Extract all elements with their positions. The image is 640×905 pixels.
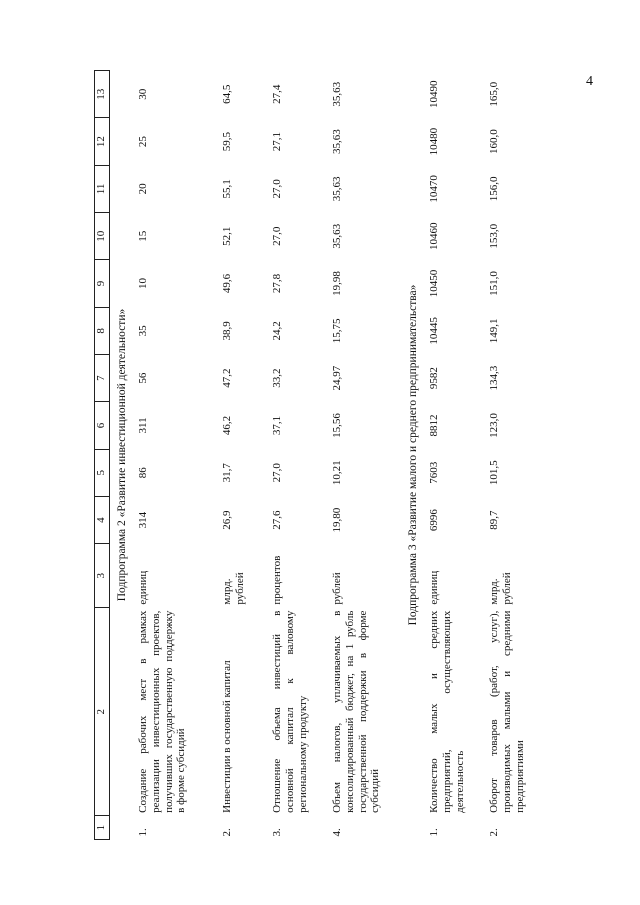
value-cell: 10,21 [331, 460, 344, 486]
row-number: 2. [221, 828, 234, 837]
row-number: 4. [331, 828, 344, 837]
value-cell: 31,7 [221, 463, 234, 483]
section-title: Подпрограмма 2 «Развитие инвестиционной деятельности» [116, 308, 128, 602]
column-number-row [95, 71, 110, 840]
table-row [219, 71, 269, 840]
unit-cell: единиц [428, 570, 441, 605]
value-cell: 27,4 [271, 84, 284, 104]
indicator-name: Количество малых и средних предприятий, осуществляющих деятельность [428, 610, 466, 813]
column-header: 5 [95, 449, 110, 496]
table-row [426, 71, 486, 840]
value-cell: 27,0 [271, 226, 284, 246]
indicator-name: Отношение объема инвестиций в основной капитал к валовому региональному продукту [271, 610, 309, 813]
value-cell: 19,98 [331, 271, 344, 296]
column-header: 4 [95, 496, 110, 543]
table-row [329, 71, 401, 840]
section-title: Подпрограмма 3 «Развитие малого и среднего предпринимательства» [407, 284, 420, 626]
value-cell: 10490 [428, 80, 441, 108]
value-cell: 10470 [428, 175, 441, 203]
value-cell: 10460 [428, 222, 441, 250]
value-cell: 10480 [428, 127, 441, 156]
value-cell: 27,0 [271, 463, 284, 483]
unit-cell: млрд. рублей [488, 572, 514, 605]
value-cell: 25 [137, 136, 150, 148]
value-cell: 35 [137, 325, 150, 337]
value-cell: 26,9 [221, 510, 234, 530]
value-cell: 311 [137, 417, 150, 434]
column-header: 9 [95, 260, 110, 307]
value-cell: 151,0 [488, 271, 501, 296]
column-header: 1 [95, 816, 110, 840]
row-number: 1. [428, 828, 441, 837]
value-cell: 30 [137, 88, 150, 100]
indicator-name: Объем налогов, уплачиваемых в консолидированный бюджет, на 1 рубль государственной поддержки в форме субсидий [331, 610, 382, 813]
column-header: 11 [95, 165, 110, 212]
value-cell: 165,0 [488, 81, 501, 107]
value-cell: 37,1 [271, 415, 284, 436]
row-number: 2. [488, 828, 501, 837]
value-cell: 156,0 [488, 176, 501, 202]
table-row [135, 71, 219, 840]
section-heading-row [401, 71, 426, 840]
rotated-table-container [94, 70, 531, 840]
column-header: 2 [95, 608, 110, 816]
value-cell: 35,63 [331, 129, 344, 154]
value-cell: 314 [137, 511, 150, 529]
column-header: 3 [95, 544, 110, 608]
indicator-name: Создание рабочих мест в рамках реализации инвестиционных проектов, получивших государственную поддержку в форме субсидий [137, 610, 188, 813]
value-cell: 64,5 [221, 84, 234, 104]
value-cell: 49,6 [221, 273, 234, 294]
value-cell: 9582 [428, 367, 441, 390]
page-number: 4 [586, 74, 593, 89]
unit-cell: рублей [331, 572, 344, 605]
value-cell: 35,63 [331, 81, 344, 107]
value-cell: 149,1 [488, 318, 501, 344]
value-cell: 52,1 [221, 226, 234, 246]
indicator-table [94, 70, 534, 840]
value-cell: 15,56 [331, 413, 344, 438]
value-cell: 56 [137, 372, 150, 384]
column-header: 13 [95, 71, 110, 118]
value-cell: 101,5 [488, 460, 501, 486]
value-cell: 86 [137, 467, 150, 479]
row-number: 3. [271, 828, 284, 837]
value-cell: 153,0 [488, 223, 501, 249]
value-cell: 20 [137, 183, 150, 195]
column-header: 7 [95, 355, 110, 402]
unit-cell: единиц [137, 570, 150, 605]
value-cell: 47,2 [221, 368, 234, 388]
value-cell: 19,80 [331, 507, 344, 533]
table-row [269, 71, 329, 840]
value-cell: 27,1 [271, 131, 284, 152]
value-cell: 38,9 [221, 321, 234, 341]
indicator-name: Инвестиции в основной капитал [221, 660, 234, 813]
value-cell: 6996 [428, 509, 441, 532]
value-cell: 24,2 [271, 321, 284, 341]
value-cell: 8812 [428, 414, 441, 437]
value-cell: 123,0 [488, 413, 501, 438]
value-cell: 89,7 [488, 510, 501, 530]
value-cell: 15,75 [331, 318, 344, 344]
column-header: 8 [95, 307, 110, 354]
value-cell: 27,0 [271, 179, 284, 199]
indicator-name: Оборот товаров (работ, услуг), производимых малыми и средними предприятиями [488, 610, 526, 813]
value-cell: 134,3 [488, 365, 501, 391]
value-cell: 160,0 [488, 129, 501, 154]
table-row [486, 71, 534, 840]
value-cell: 24,97 [331, 365, 344, 391]
value-cell: 35,63 [331, 223, 344, 249]
section-heading-row [110, 71, 136, 840]
value-cell: 7603 [428, 461, 441, 484]
value-cell: 10445 [428, 317, 441, 345]
value-cell: 10450 [428, 269, 441, 298]
column-header: 10 [95, 213, 110, 260]
value-cell: 15 [137, 230, 150, 242]
value-cell: 33,2 [271, 368, 284, 388]
value-cell: 27,6 [271, 510, 284, 530]
value-cell: 35,63 [331, 176, 344, 202]
value-cell: 10 [137, 278, 150, 290]
value-cell: 46,2 [221, 415, 234, 436]
value-cell: 27,8 [271, 273, 284, 294]
value-cell: 59,5 [221, 131, 234, 152]
column-header: 6 [95, 402, 110, 449]
value-cell: 55,1 [221, 179, 234, 199]
row-number: 1. [137, 828, 150, 837]
unit-cell: млрд. рублей [221, 572, 246, 605]
unit-cell: процентов [271, 555, 284, 605]
column-header: 12 [95, 118, 110, 165]
